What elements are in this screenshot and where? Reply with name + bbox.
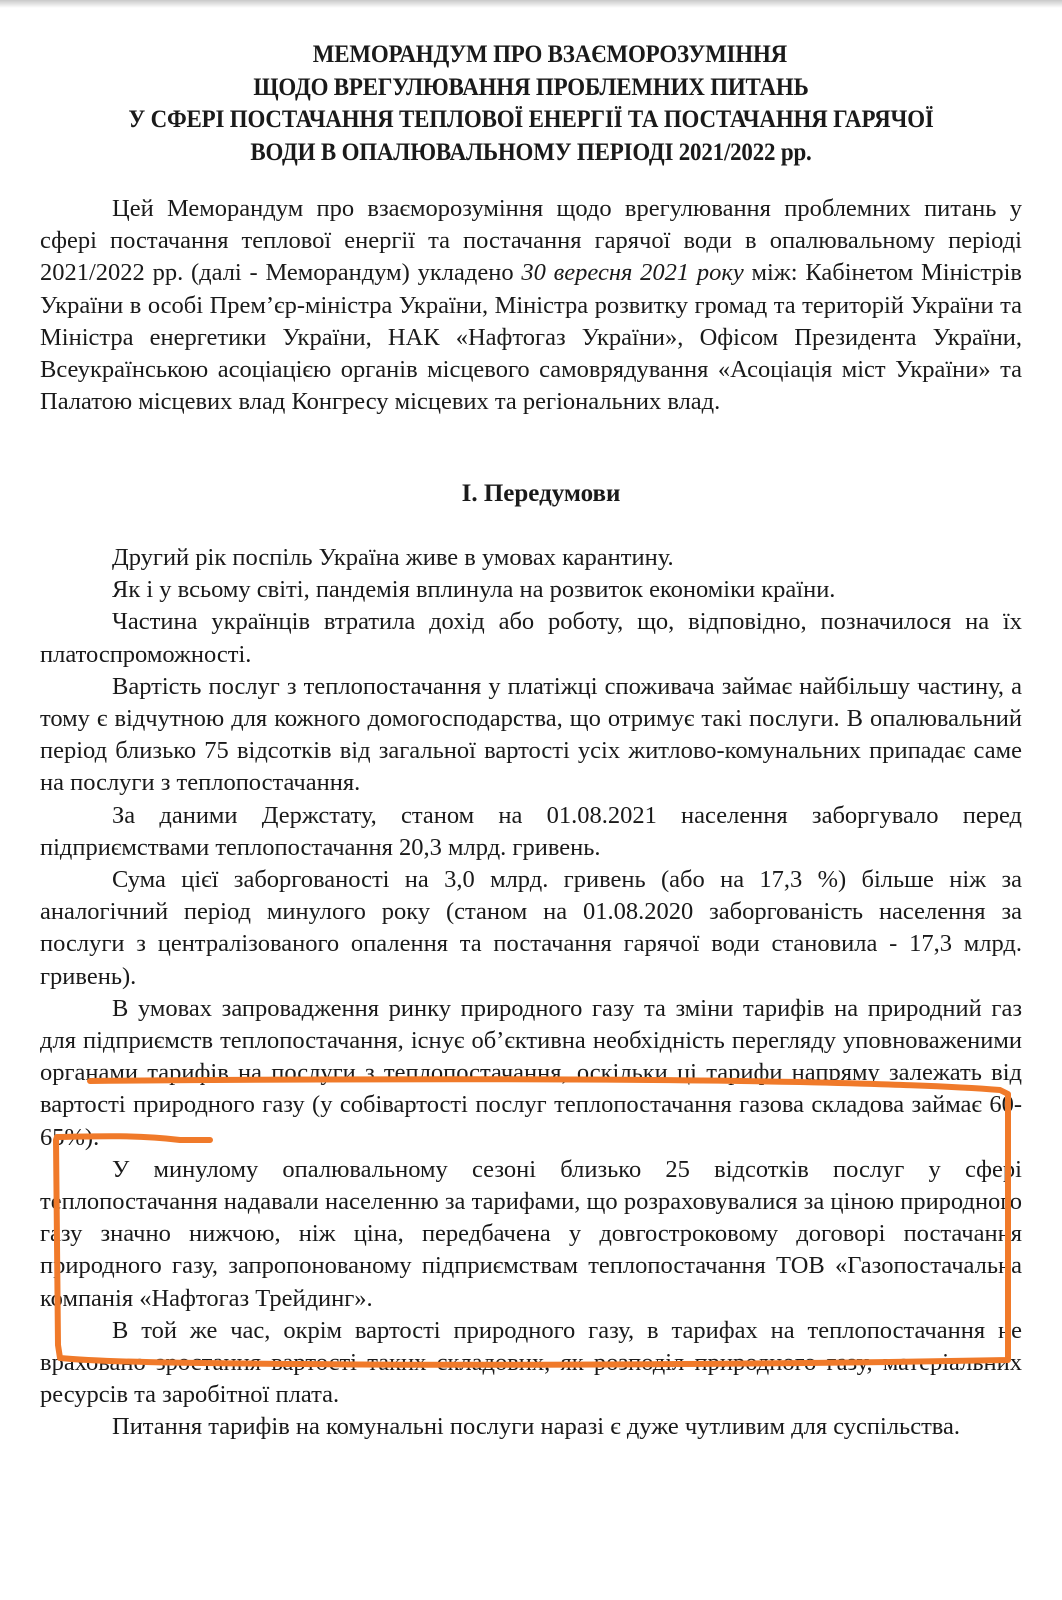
paragraph: Частина українців втратила дохід або роботу, що, відповідно, позначилося на їх платоспроможності. (40, 608, 1022, 668)
paragraph: В умовах запровадження ринку природного газу та зміни тарифів на природний газ для підприємств теплопостачання, існує об’єктивна необхідність перегляду уповноваженими органами тарифів на послуги з теплопостачання, оскільки ці тарифи напряму залежать від вартості природного газу (у собівартості послуг теплопостачання газова складова займає 60-65%). (40, 994, 1022, 1151)
paragraph: Сума цієї заборгованості на 3,0 млрд. гривень (або на 17,3 %) більше ніж за аналогічний період минулого року (станом на 01.08.2020 заборгованість населення за послуги з централізованого опалення та постачання гарячої води становила - 17,3 млрд. гривень). (40, 866, 1022, 990)
section-body (40, 542, 1022, 1444)
title-line: ЩОДО ВРЕГУЛЮВАННЯ ПРОБЛЕМНИХ ПИТАНЬ (253, 71, 809, 101)
title-line: МЕМОРАНДУМ ПРО ВЗАЄМОРОЗУМІННЯ (312, 39, 788, 68)
intro-text-2: між: Кабінетом Міністрів України в особі Прем’єр-міністра України, Міністра розвитку громад та територій України та Міністра енергетики України, НАК «Нафтогаз України», Офісом Президента України, Всеукраїнською асоціацією органів місцевого самоврядування «Асоціація міст України» та Палатою місцевих влад Конгресу місцевих та регіональних влад. (40, 259, 1022, 416)
paragraph: Вартість послуг з теплопостачання у платіжці споживача займає найбільшу частину, а тому є відчутною для кожного домогосподарства, що отримує такі послуги. В опалювальний період близько 75 відсотків від загальної вартості усіх житлово-комунальних припадає саме на послуги з теплопостачання. (40, 672, 1022, 797)
document-title (89, 38, 973, 168)
paragraph: Другий рік поспіль Україна живе в умовах карантину. (112, 544, 674, 571)
paragraph: За даними Держстату, станом на 01.08.2021 населення заборгувало перед підприємствами теплопостачання 20,3 млрд. гривень. (40, 801, 1022, 861)
paragraph: Питання тарифів на комунальні послуги наразі є дуже чутливим для суспільства. (112, 1413, 961, 1441)
highlighted-paragraph: У минулому опалювальному сезоні близько 25 відсотків послуг у сфері теплопостачання надавали населенню за тарифами, що розраховувалися за ціною природного газу значно нижчою, ніж ціна, передбачена у довгостроковому договорі постачання природного газу, запропонованому підприємствам теплопостачання ТОВ «Газопостачальна компанія «Нафтогаз Трейдинг». (40, 1155, 1022, 1312)
top-edge-shadow (0, 0, 1062, 8)
paragraph: Як і у всьому світі, пандемія вплинула на розвиток економіки країни. (112, 576, 836, 604)
title-line: ВОДИ В ОПАЛЮВАЛЬНОМУ ПЕРІОДІ 2021/2022 рр. (250, 136, 812, 166)
paragraph: В той же час, окрім вартості природного газу, в тарифах на теплопостачання не враховано зростання вартості таких складових, як розподіл природного газу, матеріальних ресурсів та заробітної плата. (40, 1316, 1022, 1409)
intro-text-1: Цей Меморандум про взаєморозуміння щодо врегулювання проблемних питань у сфері постачання теплової енергії та постачання гарячої води в опалювальному періоді 2021/2022 рр. (далі - Меморандум) укладено (40, 195, 1022, 287)
intro-paragraph (40, 193, 1022, 418)
intro-date: 30 вересня 2021 року (521, 259, 744, 287)
title-line: У СФЕРІ ПОСТАЧАННЯ ТЕПЛОВОЇ ЕНЕРГІЇ ТА ПОСТАЧАННЯ ГАРЯЧОЇ (128, 104, 934, 133)
section-heading: I. Передумови (461, 480, 621, 507)
intro-block (40, 193, 1022, 418)
